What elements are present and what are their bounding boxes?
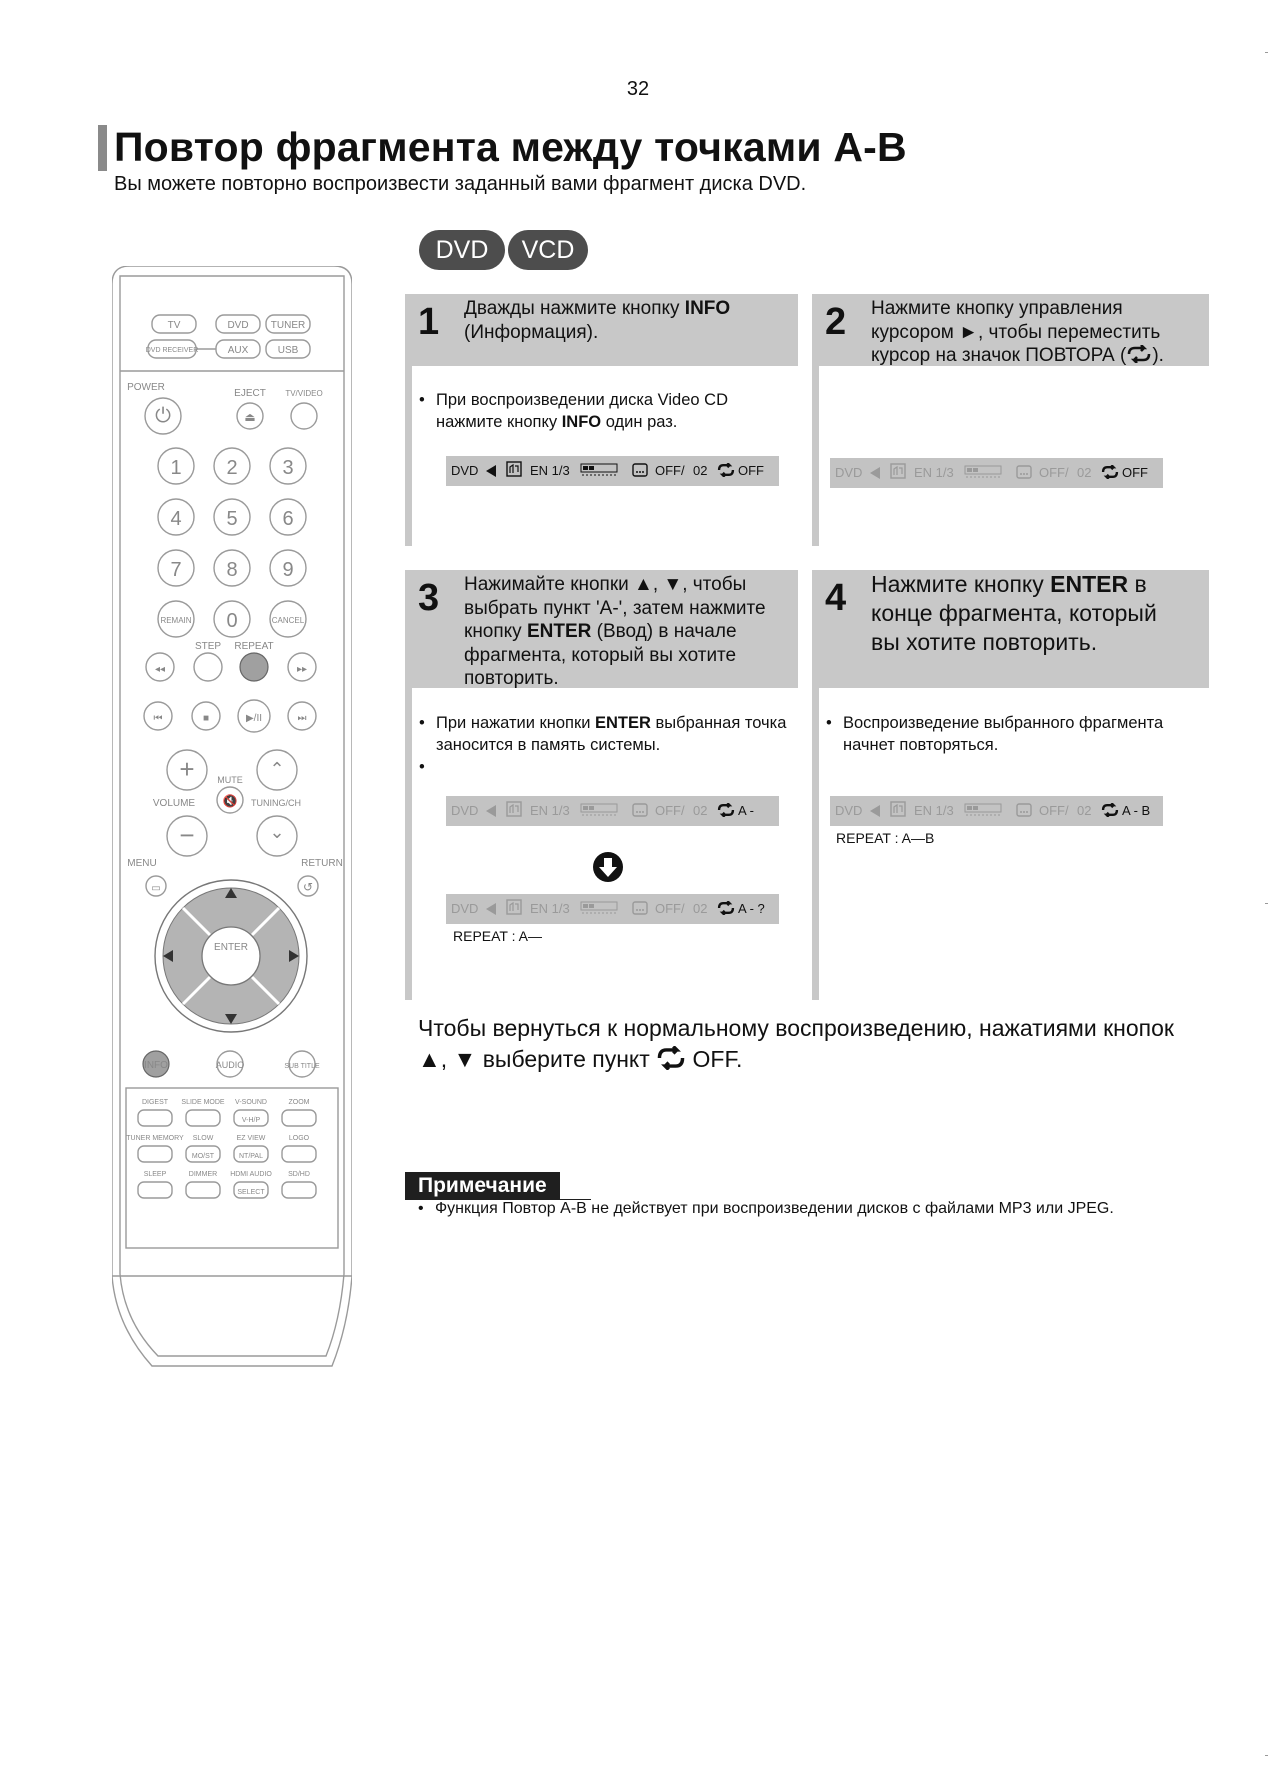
left-triangle-icon — [486, 894, 496, 924]
svg-text:⏏: ⏏ — [244, 410, 256, 424]
label-digit: 5 — [226, 508, 238, 530]
label-digit: 7 — [170, 559, 182, 581]
label-grid-button: MO/ST — [191, 1153, 215, 1160]
repeat-icon — [1126, 345, 1152, 363]
step-1-number: 1 — [418, 301, 440, 343]
osd-subtitle: OFF/ — [655, 463, 685, 478]
dolby-digital-icon — [964, 796, 1002, 826]
osd-disc-type: DVD — [451, 901, 479, 916]
left-triangle-icon — [870, 458, 880, 488]
svg-text:▶/II: ▶/II — [245, 713, 263, 724]
subtitle-icon — [1016, 796, 1032, 826]
svg-text:+: + — [179, 754, 195, 784]
step-4-panel — [812, 570, 1209, 1000]
left-triangle-icon — [486, 456, 496, 486]
label-tuner: TUNER — [270, 320, 306, 331]
repeat-icon — [1101, 458, 1119, 488]
osd-bar-active — [446, 456, 779, 486]
svg-text:↺: ↺ — [302, 880, 314, 894]
down-arrow-icon — [592, 851, 624, 883]
note-list — [418, 1198, 1218, 1220]
dvd-badge: DVD — [419, 230, 505, 270]
osd-bar-a-pending — [446, 894, 779, 924]
osd-subtitle: OFF/ — [1039, 465, 1069, 480]
osd-disc-type: DVD — [451, 463, 479, 478]
step-1-rail — [405, 366, 412, 546]
step-4-bullet: • Воспроизведение выбранного фрагмента начнет повторяться. — [826, 712, 1196, 756]
label-cancel: CANCEL — [271, 616, 305, 625]
label-grid: SD/HD — [288, 1171, 310, 1178]
step-2-text: Нажмите кнопку управления курсором ►, чтобы переместить курсор на значок ПОВТОРА ( ). — [871, 298, 1164, 366]
step-1-bullet: • При воспроизведении диска Video CD нажмите кнопку INFO один раз. — [419, 389, 789, 433]
osd-repeat-value: A - ? — [738, 901, 765, 916]
left-triangle-icon — [486, 796, 496, 826]
label-grid: DIMMER — [188, 1171, 218, 1178]
osd-bar-a-b — [830, 796, 1163, 826]
label-grid-button: NT/PAL — [239, 1153, 263, 1160]
step-3-number: 3 — [418, 577, 440, 619]
subtitle-icon — [632, 796, 648, 826]
label-grid: V-SOUND — [235, 1099, 267, 1106]
osd-audio-track: EN 1/3 — [914, 465, 954, 480]
label-repeat: REPEAT — [234, 641, 274, 652]
svg-text:◂◂: ◂◂ — [154, 664, 166, 675]
margin-mark — [1265, 52, 1268, 53]
step-1-panel — [405, 294, 798, 546]
label-grid: DIGEST — [141, 1099, 169, 1106]
svg-text:⏻: ⏻ — [155, 405, 171, 427]
svg-text:🔇: 🔇 — [222, 794, 238, 808]
subtitle-icon — [632, 456, 648, 486]
label-digit: 0 — [226, 610, 238, 632]
step-2-header — [812, 294, 1209, 366]
note-heading: Примечание — [405, 1172, 560, 1200]
label-tv: TV — [167, 320, 181, 331]
svg-text:▸▸: ▸▸ — [296, 664, 308, 675]
step-4-header — [812, 570, 1209, 688]
osd-audio-track: EN 1/3 — [530, 463, 570, 478]
step-1-header — [405, 294, 798, 366]
dolby-digital-icon — [580, 894, 618, 924]
osd-audio-track: EN 1/3 — [914, 803, 954, 818]
osd-angle: 02 — [693, 901, 708, 916]
label-grid: ZOOM — [288, 1099, 310, 1106]
label-mute: MUTE — [217, 775, 243, 785]
osd-disc-type: DVD — [835, 465, 863, 480]
page-title: Повтор фрагмента между точками A-B — [114, 124, 907, 170]
step-3-text: Нажимайте кнопки ▲, ▼, чтобы выбрать пункт 'A-', затем нажмите кнопку ENTER (Ввод) в начале фрагмента, который вы хотите повторить. — [464, 574, 766, 689]
audio-track-icon — [506, 796, 522, 826]
label-subtitle: SUB TITLE — [284, 1063, 320, 1070]
label-dvd: DVD — [227, 320, 249, 331]
svg-text:−: − — [179, 820, 195, 850]
svg-text:⌃: ⌃ — [269, 759, 285, 779]
step-2-panel — [812, 294, 1209, 546]
label-digit: 9 — [282, 559, 294, 581]
label-menu: MENU — [127, 858, 157, 869]
left-triangle-icon — [870, 796, 880, 826]
osd-bar-dim-off — [830, 458, 1163, 488]
label-power: POWER — [127, 382, 165, 393]
step-4-rail — [812, 688, 819, 1000]
repeat-icon — [656, 1046, 686, 1070]
osd-repeat-value: OFF — [1122, 465, 1148, 480]
dolby-digital-icon — [964, 458, 1002, 488]
label-grid: SLEEP — [143, 1171, 167, 1178]
dolby-digital-icon — [580, 796, 618, 826]
title-accent-bar — [98, 125, 107, 171]
repeat-icon — [717, 456, 735, 486]
osd-subtitle: OFF/ — [1039, 803, 1069, 818]
note-item: • Функция Повтор A-B не действует при воспроизведении дисков с файлами MP3 или JPEG. — [418, 1198, 1218, 1220]
dolby-digital-icon — [580, 456, 618, 486]
svg-text:■: ■ — [202, 713, 210, 724]
repeat-icon — [717, 796, 735, 826]
step-3-panel — [405, 570, 798, 1000]
osd-repeat-value: A - B — [1122, 803, 1151, 818]
repeat-caption-a: REPEAT : A— — [453, 928, 542, 944]
label-aux: AUX — [227, 345, 249, 356]
step-3-bullet: • При нажатии кнопки ENTER выбранная точка заносится в память системы. — [419, 712, 789, 756]
repeat-icon — [1101, 796, 1119, 826]
audio-track-icon — [506, 894, 522, 924]
margin-mark — [1265, 903, 1268, 904]
label-enter: ENTER — [214, 942, 248, 953]
osd-disc-type: DVD — [835, 803, 863, 818]
repeat-caption-ab: REPEAT : A—B — [836, 830, 935, 846]
label-step: STEP — [194, 641, 222, 652]
repeat-icon — [717, 894, 735, 924]
svg-text:▭: ▭ — [151, 883, 161, 894]
label-grid: LOGO — [288, 1135, 310, 1142]
label-audio: AUDIO — [215, 1060, 245, 1070]
label-volume: VOLUME — [152, 798, 196, 809]
osd-repeat-value: OFF — [738, 463, 764, 478]
label-digit: 3 — [282, 457, 294, 479]
label-dvd-receiver: DVD RECEIVER — [145, 347, 199, 354]
label-usb: USB — [277, 345, 299, 356]
osd-audio-track: EN 1/3 — [530, 901, 570, 916]
step-2-rail — [812, 366, 819, 546]
label-digit: 4 — [170, 508, 182, 530]
label-digit: 6 — [282, 508, 294, 530]
label-grid-button: SELECT — [237, 1189, 265, 1196]
step-4-bullets — [826, 712, 1196, 756]
remote-control-illustration — [112, 266, 352, 1376]
step-1-text: Дважды нажмите кнопку INFO (Информация). — [464, 298, 731, 343]
label-grid: EZ VIEW — [236, 1135, 266, 1142]
page-subtitle: Вы можете повторно воспроизвести заданный вами фрагмент диска DVD. — [114, 173, 807, 195]
step-3-bullets — [419, 712, 789, 778]
label-grid: HDMI AUDIO — [230, 1171, 272, 1178]
osd-disc-type: DVD — [451, 803, 479, 818]
osd-subtitle: OFF/ — [655, 803, 685, 818]
audio-track-icon — [890, 796, 906, 826]
label-tuning: TUNING/CH — [251, 798, 301, 808]
return-instruction: Чтобы вернуться к нормальному воспроизведению, нажатиями кнопок ▲, ▼ выберите пункт OFF. — [418, 1015, 1174, 1072]
label-digit: 8 — [226, 559, 238, 581]
label-grid-button: V-H/P — [241, 1117, 261, 1124]
label-digit: 1 — [170, 457, 182, 479]
label-grid: SLIDE MODE — [181, 1099, 225, 1106]
step-1-bullets — [419, 389, 789, 433]
osd-angle: 02 — [1077, 465, 1092, 480]
osd-angle: 02 — [1077, 803, 1092, 818]
osd-audio-track: EN 1/3 — [530, 803, 570, 818]
osd-bar-a-start — [446, 796, 779, 826]
step-4-number: 4 — [825, 577, 847, 619]
subtitle-icon — [632, 894, 648, 924]
audio-track-icon — [506, 456, 522, 486]
margin-mark — [1265, 1755, 1268, 1756]
step-4-text: Нажмите кнопку ENTER в конце фрагмента, который вы хотите повторить. — [871, 571, 1157, 655]
label-eject: EJECT — [234, 388, 266, 399]
osd-angle: 02 — [693, 463, 708, 478]
svg-text:⏭: ⏭ — [297, 713, 307, 724]
vcd-badge: VCD — [508, 230, 588, 270]
label-grid: TUNER MEMORY — [126, 1135, 184, 1142]
step-3-bullet-empty — [419, 756, 789, 778]
osd-subtitle: OFF/ — [655, 901, 685, 916]
svg-text:⏮: ⏮ — [153, 713, 163, 724]
osd-repeat-value: A - — [738, 803, 754, 818]
label-digit: 2 — [226, 457, 238, 479]
step-3-header — [405, 570, 798, 688]
audio-track-icon — [890, 458, 906, 488]
osd-angle: 02 — [693, 803, 708, 818]
label-grid: SLOW — [192, 1135, 214, 1142]
svg-text:⌄: ⌄ — [269, 822, 285, 842]
step-3-rail — [405, 688, 412, 1000]
step-2-number: 2 — [825, 301, 847, 343]
label-return: RETURN — [301, 858, 343, 869]
label-tv-video: TV/VIDEO — [285, 389, 323, 398]
page-number: 32 — [626, 78, 650, 100]
label-info: INFO — [144, 1060, 168, 1071]
label-remain: REMAIN — [160, 616, 192, 625]
subtitle-icon — [1016, 458, 1032, 488]
